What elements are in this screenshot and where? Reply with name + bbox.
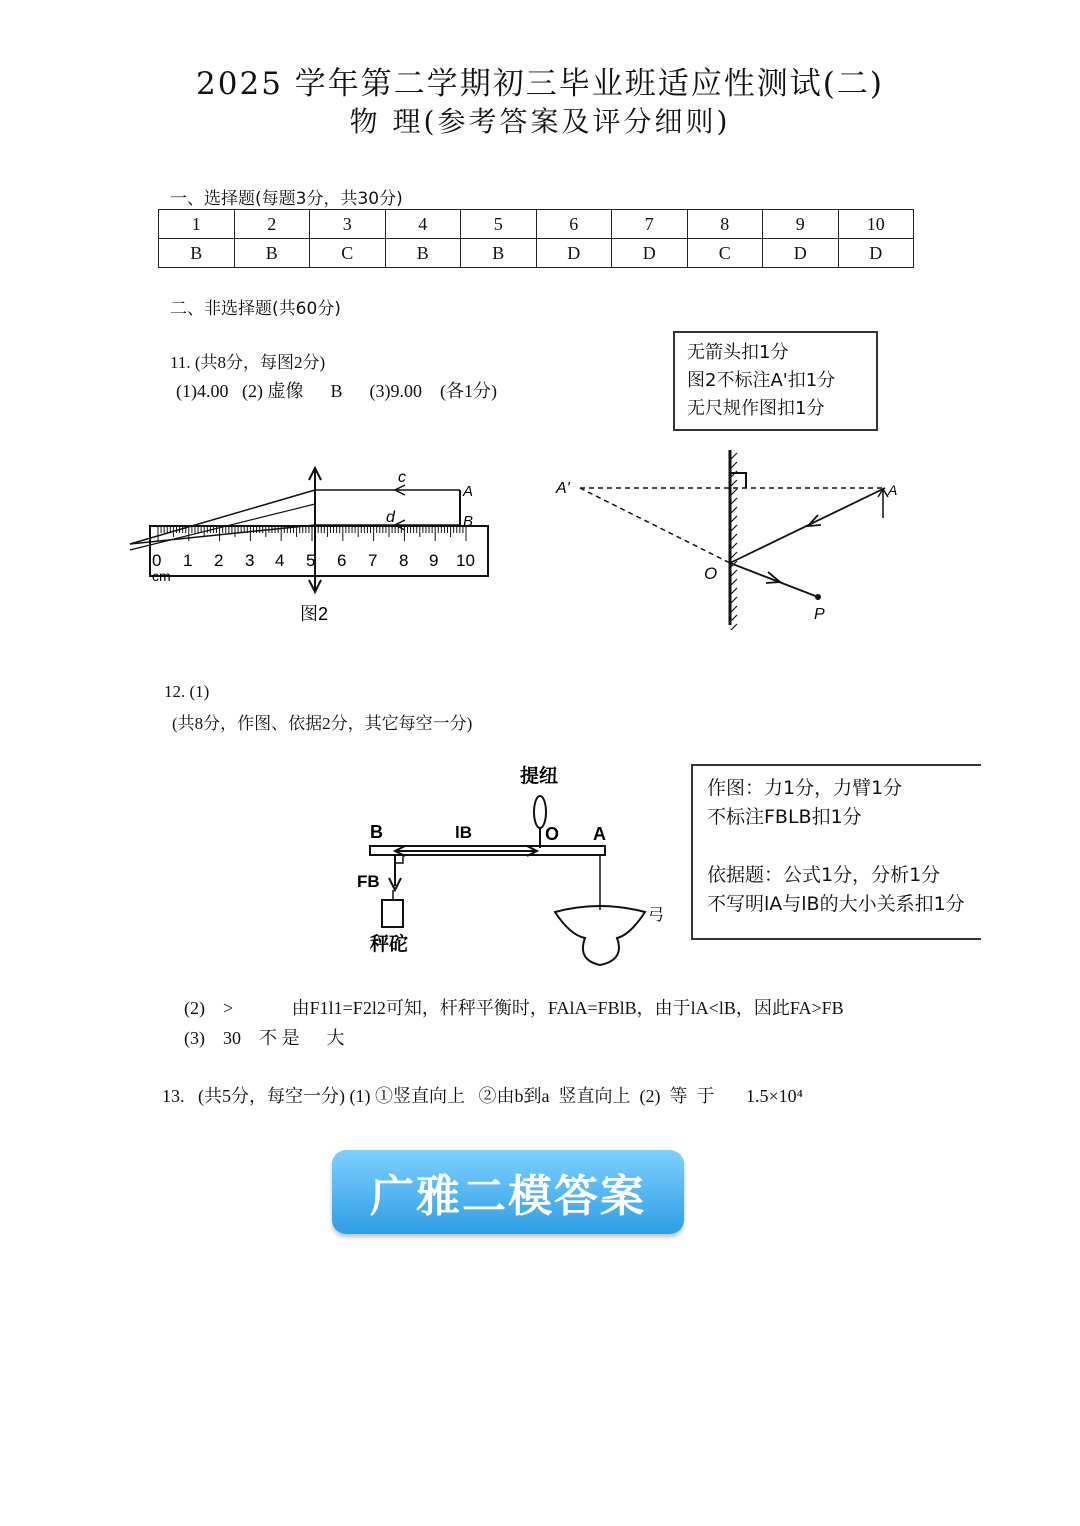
answer-cell: B xyxy=(385,239,461,268)
question-number: 4 xyxy=(385,210,461,239)
ruler-label-3: 3 xyxy=(245,551,255,570)
answer-cell: D xyxy=(612,239,688,268)
mirror-reflection-diagram xyxy=(550,445,910,630)
q11-answers: (1)4.00 (2) 虚像 B (3)9.00 (各1分) xyxy=(176,381,497,401)
mirror-hatch-line xyxy=(731,606,737,612)
answer-cell: D xyxy=(838,239,914,268)
mirror-hatch-line xyxy=(731,588,737,594)
ruler-unit: cm xyxy=(152,568,171,584)
mirror-hatch-line xyxy=(731,498,737,504)
mirror-hatching xyxy=(731,453,737,630)
question-number: 1 xyxy=(159,210,235,239)
label-lb: lB xyxy=(455,823,472,842)
ruler-labels xyxy=(152,551,475,570)
q13-answers: 13. (共5分，每空一分) (1) ①竖直向上 ②由b到a 竖直向上 (2) 等 于 1.5×10⁴ xyxy=(162,1086,803,1106)
mirror-hatch-line xyxy=(731,525,737,531)
mirror-hatch-line xyxy=(731,489,737,495)
ruler-label-6: 6 xyxy=(337,551,347,570)
label-rope: 提纽 xyxy=(520,766,559,787)
rubric-line: 作图：力1分，力臂1分 xyxy=(707,777,903,799)
answer-cell: B xyxy=(461,239,537,268)
ruler-label-0: 0 xyxy=(152,551,162,570)
point-label-b: B xyxy=(463,513,474,530)
question-number: 2 xyxy=(234,210,310,239)
figure2-ruler-diagram xyxy=(120,460,500,635)
label-hook: 弓 xyxy=(648,907,665,924)
right-angle-marker xyxy=(395,855,403,863)
answer-table-answer-row xyxy=(159,239,914,268)
question-number: 6 xyxy=(536,210,612,239)
answer-cell: D xyxy=(763,239,839,268)
question-number: 8 xyxy=(687,210,763,239)
q12-part2: (2) > 由F1l1=F2l2可知，杆秤平衡时，FAlA=FBlB，由于lA<lB，因此FA>FB xyxy=(184,998,844,1018)
dashed-virtual-ray xyxy=(580,488,730,563)
q12-scoring-note: (共8分，作图、依据2分，其它每空一分) xyxy=(172,714,473,733)
weight-block xyxy=(382,900,403,927)
label-fb: FB xyxy=(357,872,380,891)
figure2-caption: 图2 xyxy=(300,604,329,624)
mirror-hatch-line xyxy=(731,480,737,486)
mirror-hatch-line xyxy=(731,543,737,549)
rubric-line xyxy=(707,832,981,861)
rubric-line: 依据题：公式1分，分析1分 xyxy=(707,864,941,886)
mirror-hatch-line xyxy=(731,552,737,558)
q12-rubric-box xyxy=(691,764,981,940)
q11-rubric-box xyxy=(673,331,878,431)
mirror-hatch-line xyxy=(731,597,737,603)
answer-cell: B xyxy=(159,239,235,268)
steelyard-diagram xyxy=(355,760,675,975)
pan-with-fruit xyxy=(555,906,645,965)
q12-part3: (3) 30 不 是 大 xyxy=(184,1028,345,1048)
answer-table-number-row xyxy=(159,210,914,239)
answer-table xyxy=(158,209,914,268)
rubric-line: 无箭头扣1分 xyxy=(687,342,789,363)
answer-cell: D xyxy=(536,239,612,268)
ruler-label-5: 5 xyxy=(306,551,316,570)
answer-cell: C xyxy=(687,239,763,268)
label-o: O xyxy=(545,824,560,844)
ray-c-refracted xyxy=(130,490,315,544)
point-label-o: O xyxy=(704,564,718,583)
mirror-hatch-line xyxy=(731,624,737,630)
ruler-label-4: 4 xyxy=(275,551,285,570)
point-label-p: P xyxy=(814,606,825,623)
section1-heading: 一、选择题(每题3分，共30分) xyxy=(170,189,403,209)
mirror-hatch-line xyxy=(731,615,737,621)
point-label-a-prime: A' xyxy=(556,480,570,497)
section2-heading: 二、非选择题(共60分) xyxy=(170,299,341,319)
question-number: 5 xyxy=(461,210,537,239)
exam-subtitle: 物 理(参考答案及评分细则) xyxy=(349,105,731,138)
rubric-line: 无尺规作图扣1分 xyxy=(687,398,825,419)
answer-cell: B xyxy=(234,239,310,268)
mirror-hatch-line xyxy=(731,453,737,459)
point-p-dot xyxy=(815,594,821,600)
exam-title: 2025 学年第二学期初三毕业班适应性测试(二) xyxy=(196,66,884,102)
ruler-label-9: 9 xyxy=(429,551,439,570)
q11-heading: 11. (共8分，每图2分) xyxy=(170,353,326,372)
ruler-label-7: 7 xyxy=(368,551,378,570)
rubric-line: 图2不标注A'扣1分 xyxy=(687,370,836,391)
mirror-hatch-line xyxy=(731,534,737,540)
answer-banner: 广雅二模答案 xyxy=(332,1150,684,1234)
mirror-hatch-line xyxy=(731,579,737,585)
label-weight: 秤砣 xyxy=(370,934,409,955)
mirror-hatch-line xyxy=(731,570,737,576)
question-number: 10 xyxy=(838,210,914,239)
ruler-label-2: 2 xyxy=(214,551,224,570)
label-b: B xyxy=(370,822,383,842)
mirror-hatch-line xyxy=(731,507,737,513)
ruler-ticks xyxy=(158,527,466,541)
answer-cell: C xyxy=(310,239,386,268)
ray-label-d: d xyxy=(386,509,395,526)
ruler-label-1: 1 xyxy=(183,551,193,570)
reflected-ray xyxy=(730,563,818,597)
ray-label-c: c xyxy=(398,469,406,486)
label-a: A xyxy=(593,824,606,844)
mirror-hatch-line xyxy=(731,462,737,468)
ruler-label-8: 8 xyxy=(399,551,409,570)
rubric-line: 不写明lA与lB的大小关系扣1分 xyxy=(707,893,965,915)
point-label-a: A xyxy=(463,483,474,500)
point-label-a: A xyxy=(888,482,898,498)
question-number: 9 xyxy=(763,210,839,239)
ruler-label-10: 10 xyxy=(456,551,475,570)
rubric-line: 不标注FBLB扣1分 xyxy=(707,806,862,828)
mirror-hatch-line xyxy=(731,516,737,522)
q12-heading: 12. (1) xyxy=(164,682,210,701)
question-number: 7 xyxy=(612,210,688,239)
question-number: 3 xyxy=(310,210,386,239)
